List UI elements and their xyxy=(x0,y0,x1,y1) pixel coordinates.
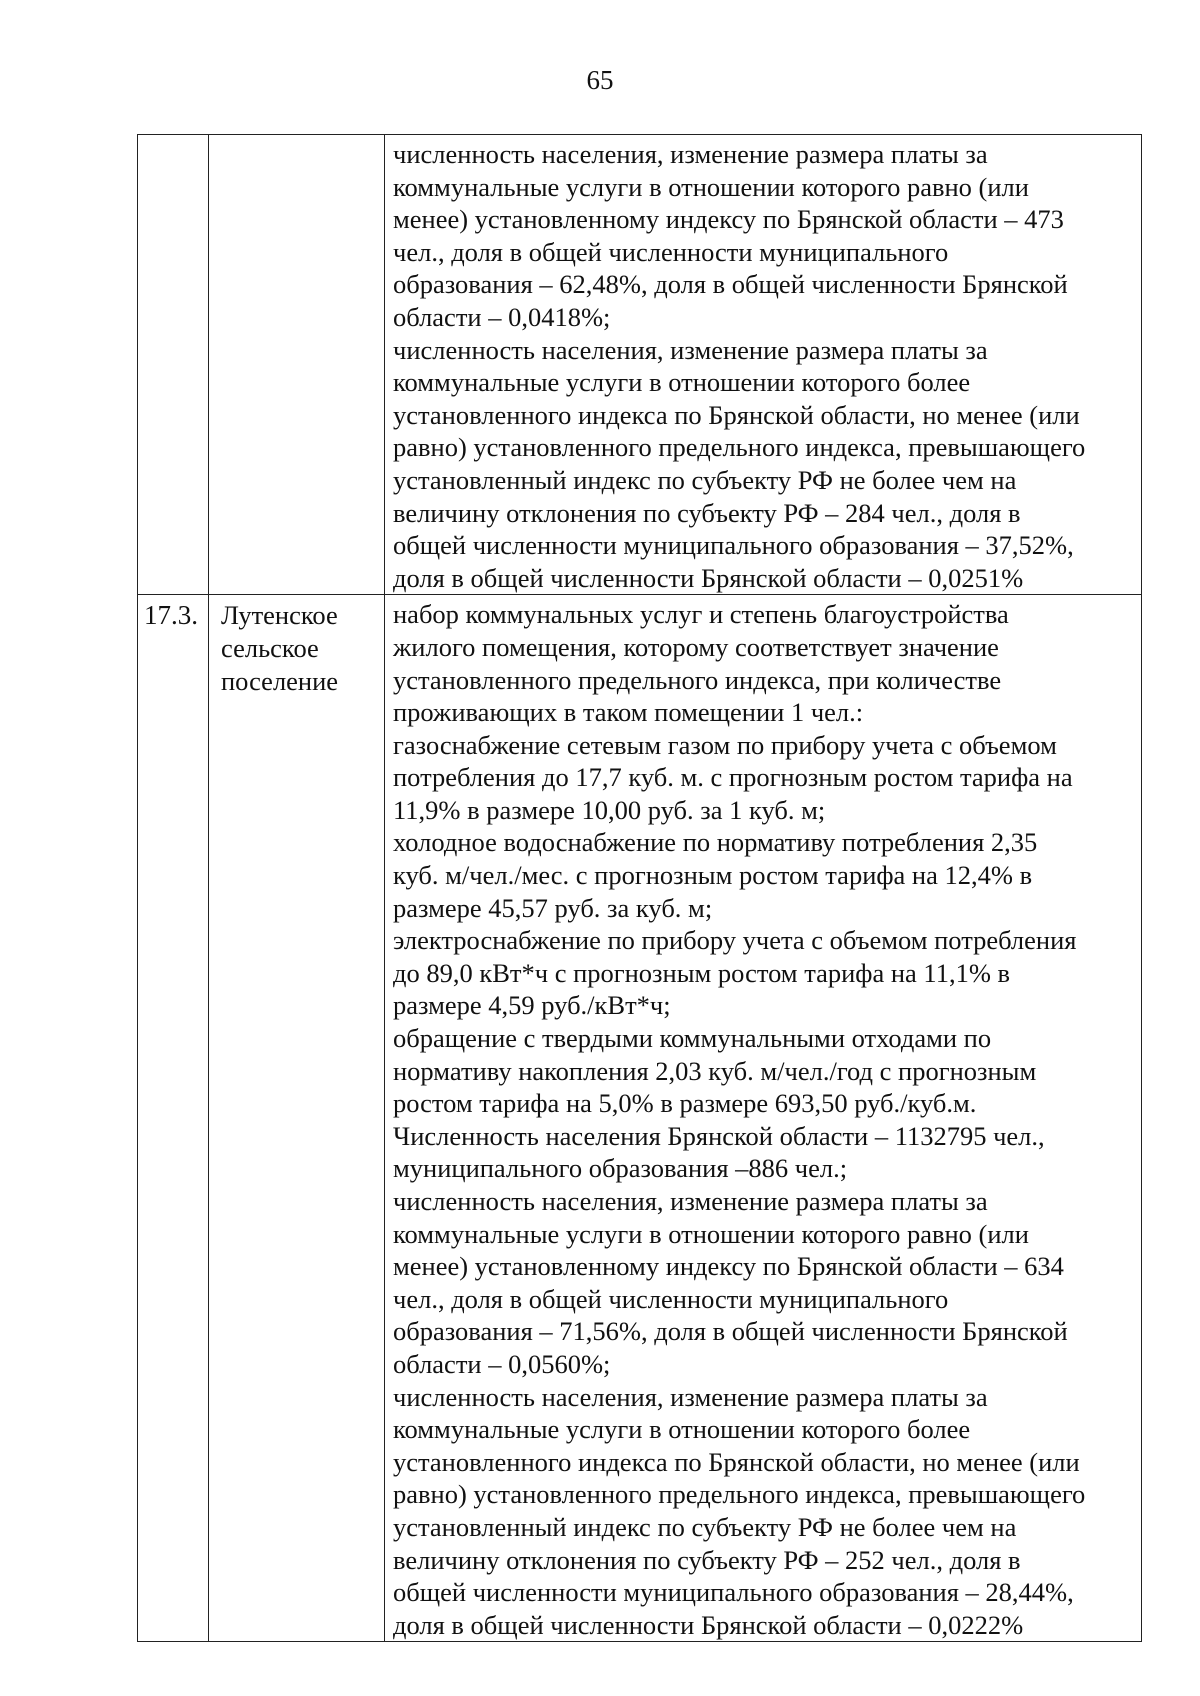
text-line: равно) установленного предельного индекса, превышающего xyxy=(393,432,1086,463)
text-line: нормативу накопления 2,03 куб. м/чел./год с прогнозным xyxy=(393,1055,1037,1086)
text-line: коммунальные услуги в отношении которого равно (или xyxy=(393,171,1029,202)
text-line: жилого помещения, которому соответствует значение xyxy=(393,631,999,662)
text-line: ростом тарифа на 5,0% в размере 693,50 руб./куб.м. xyxy=(393,1088,977,1119)
municipality-name-cell xyxy=(209,595,385,1642)
text-line: чел., доля в общей численности муниципального xyxy=(393,236,949,267)
description-cell xyxy=(385,135,1142,595)
text-line: установленный индекс по субъекту РФ не более чем на xyxy=(393,1511,1017,1542)
text-line: численность населения, изменение размера платы за xyxy=(393,1381,988,1412)
text-line: сельское xyxy=(221,632,319,663)
text-line: численность населения, изменение размера платы за xyxy=(393,1186,988,1216)
text-line: Лутенское xyxy=(221,600,338,631)
text-line: 11,9% в размере 10,00 руб. за 1 куб. м; xyxy=(393,794,826,825)
text-line: набор коммунальных услуг и степень благоустройства xyxy=(393,599,1009,630)
text-line: Численность населения Брянской области – 1132795 чел., xyxy=(393,1120,1045,1151)
text-line: области – 0,0418%; xyxy=(393,301,611,332)
text-line: потребления до 17,7 куб. м. с прогнозным ростом тарифа на xyxy=(393,762,1073,793)
text-line: холодное водоснабжение по нормативу потребления 2,35 xyxy=(393,827,1038,858)
text-line: муниципального образования –886 чел.; xyxy=(393,1153,848,1184)
text-line: численность населения, изменение размера платы за xyxy=(393,334,988,365)
text-line: области – 0,0560%; xyxy=(393,1348,611,1379)
description-cell xyxy=(385,595,1142,1642)
text-line: чел., доля в общей численности муниципального xyxy=(393,1283,949,1314)
text-line: размере 4,59 руб./кВт*ч; xyxy=(393,990,671,1021)
text-line: до 89,0 кВт*ч с прогнозным ростом тарифа на 11,1% в xyxy=(393,957,1011,988)
text-line: проживающих в таком помещении 1 чел.: xyxy=(393,697,864,728)
text-line: установленного индекса по Брянской области, но менее (или xyxy=(393,399,1080,430)
text-line: общей численности муниципального образования – 37,52%, xyxy=(393,530,1074,561)
text-line: численность населения, изменение размера платы за xyxy=(393,139,988,169)
text-line: коммунальные услуги в отношении которого равно (или xyxy=(393,1218,1029,1249)
text-line: равно) установленного предельного индекса, превышающего xyxy=(393,1479,1086,1510)
text-line: менее) установленному индексу по Брянской области – 473 xyxy=(393,204,1064,235)
text-line: установленный индекс по субъекту РФ не более чем на xyxy=(393,464,1017,495)
text-line: коммунальные услуги в отношении которого более xyxy=(393,367,971,398)
text-line: куб. м/чел./мес. с прогнозным ростом тарифа на 12,4% в xyxy=(393,860,1033,891)
text-line: образования – 71,56%, доля в общей численности Брянской xyxy=(393,1316,1068,1347)
text-line: газоснабжение сетевым газом по прибору учета с объемом xyxy=(393,729,1057,760)
text-line: размере 45,57 руб. за куб. м; xyxy=(393,892,713,923)
text-line: коммунальные услуги в отношении которого более xyxy=(393,1414,971,1445)
document-table xyxy=(137,134,1142,1642)
text-line: доля в общей численности Брянской области – 0,0251% xyxy=(393,562,1024,593)
text-line: менее) установленному индексу по Брянской области – 634 xyxy=(393,1251,1064,1282)
page-number: 65 xyxy=(586,65,614,95)
text-line: установленного предельного индекса, при количестве xyxy=(393,664,1002,695)
municipality-name-cell xyxy=(209,135,385,595)
text-line: величину отклонения по субъекту РФ – 252 чел., доля в xyxy=(393,1544,1021,1575)
text-line: поселение xyxy=(221,665,339,696)
text-line: величину отклонения по субъекту РФ – 284 чел., доля в xyxy=(393,497,1021,528)
text-line: установленного индекса по Брянской области, но менее (или xyxy=(393,1446,1080,1477)
table-row xyxy=(138,595,1142,1642)
text-line: обращение с твердыми коммунальными отходами по xyxy=(393,1023,992,1054)
text-line: электроснабжение по прибору учета с объемом потребления xyxy=(393,925,1077,956)
table-row xyxy=(138,135,1142,595)
text-line: общей численности муниципального образования – 28,44%, xyxy=(393,1577,1074,1608)
text-line: образования – 62,48%, доля в общей численности Брянской xyxy=(393,269,1068,300)
row-number-cell xyxy=(138,135,209,595)
row-number-cell: 17.3. xyxy=(138,595,209,1642)
text-line: доля в общей численности Брянской области – 0,0222% xyxy=(393,1609,1024,1640)
